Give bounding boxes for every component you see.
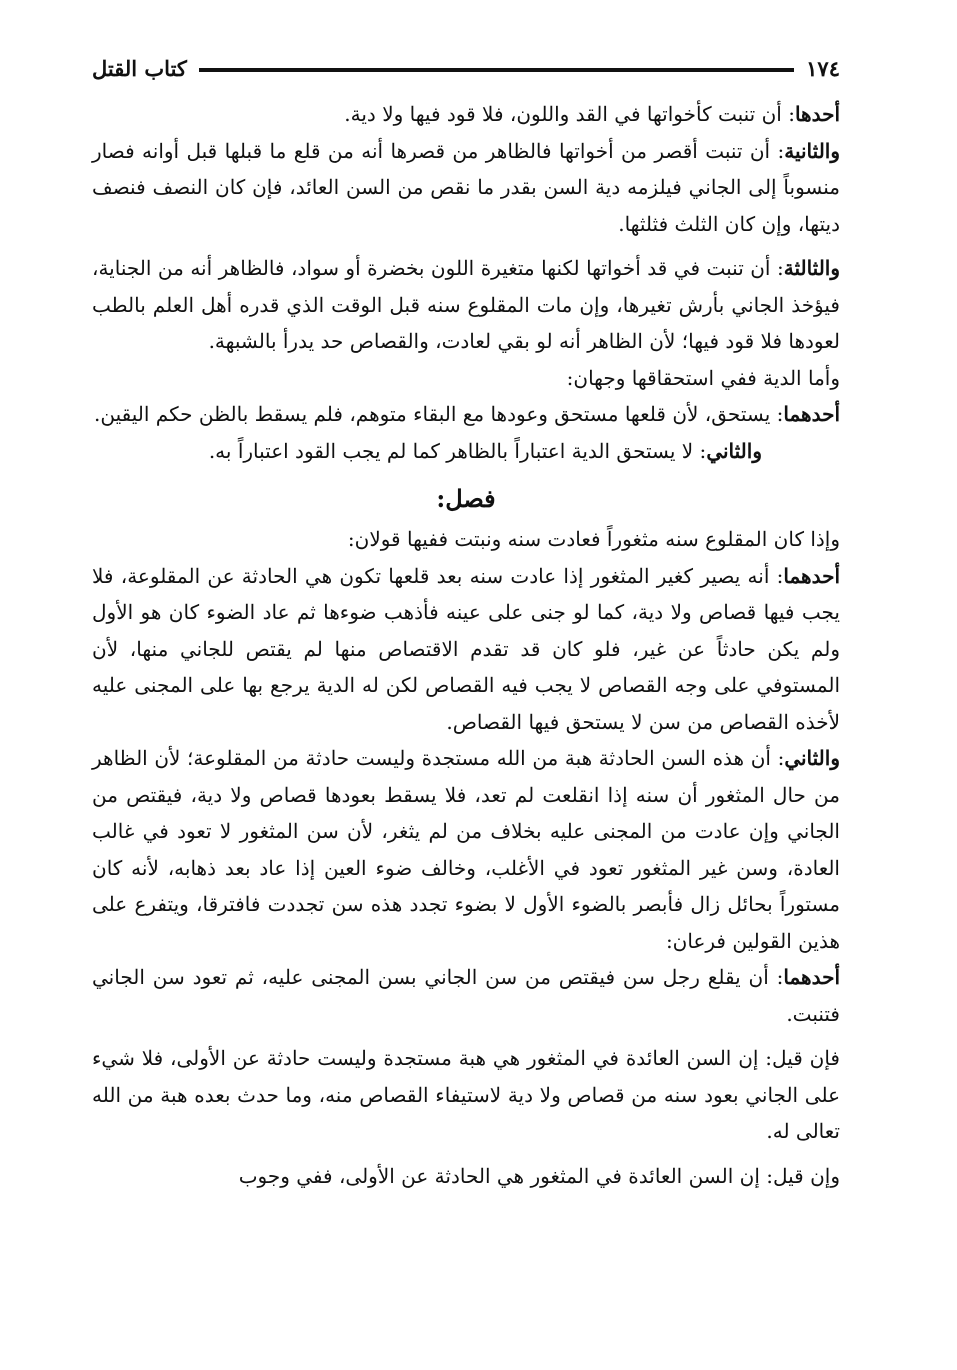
- paragraph-lead: أحدهما: [783, 563, 840, 588]
- book-title: كتاب القتل: [92, 55, 187, 81]
- paragraph-1: [92, 96, 840, 133]
- paragraph-text: : أنه يصير كغير المثغور إذا عادت سنه بعد قلعها تكون هي الحادثة عن المقلوعة، فلا يجب فيها قصاص ولا دية، كما لو جنى على عينه فأذهب ضوءها ثم عاد الضوء كان هو الأول ولم يكن حادثاً عن غير، فلو كان قد تقدم الاقتصاص منها لم يقتص للجاني منها، لأن المستوفي على وجه القصاص لا يجب فيه القصاص لكن له الدية يرجع بها على المجنى عليه لأخذه القصاص من سن لا يستحق فيها القصاص.: [92, 563, 840, 734]
- paragraph-text: وإن قيل: إن السن العائدة في المثغور هي الحادثة عن الأولى، ففي وجوب: [238, 1163, 840, 1188]
- paragraph-text: : أن تنبت في قد أخواتها لكنها متغيرة اللون بخضرة أو سواد، فالظاهر أنه من الجناية، فيؤخذ الجاني بأرش تغيرها، وإن مات المقلوع سنه قبل الوقت الذي قدره أهل العلم بالطب لعودها فلا قود فيها؛ لأن الظاهر أنه لو بقي لعادت، والقصاص حد يدرأ بالشبهة.: [92, 256, 840, 353]
- paragraph-lead: أحدها: [794, 102, 840, 126]
- paragraph-text: وأما الدية ففي استحقاقها وجهان:: [566, 365, 840, 390]
- paragraph-2: [92, 133, 840, 243]
- document-page: [92, 48, 840, 1194]
- paragraph-text: : أن تنبت أقصر من أخواتها فالظاهر من قصرها أنه من قلع ما قبلها قبل أوانه فصار منسوباً إلى الجاني فيلزمه دية السن بقدر ما نقص من السن العائد، فإن كان النصف فنصف ديتها، وإن كان الثلث فثلثها.: [92, 138, 840, 236]
- paragraph-lead: والثالثة: [783, 256, 841, 280]
- paragraph-text: فإن قيل: إن السن العائدة في المثغور هي هبة مستجدة وليست حادثة عن الأولى، فلا شيء على الجاني بعود سنه من قصاص ولا دية لاستيفاء القصاص منه، وما حدث بعده هبة من الله تعالى له.: [92, 1046, 840, 1143]
- paragraph-text: : أن هذه السن الحادثة هبة من الله مستجدة وليست حادثة من المقلوعة؛ لأن الظاهر من حال المثغور أن سنه إذا انقلعت لم تعد، فلا يسقط بعودها قصاص ولا دية، فيقتص من الجاني وإن عادت من المجنى عليه بخلاف من لم يثغر، لأن سن المثغور لا تعود في غالب العادة، وسن غير المثغور تعود في الأغلب، وخالف ضوء العين إذا عاد بعد ذهابه، لأنه كان مستوراً بحائل زال فأبصر بالضوء الأول لا بضوء تجدد هذه سن تجددت فافترقا، ويتفرع على هذين القولين فرعان:: [92, 746, 840, 953]
- paragraph-3: [92, 250, 840, 360]
- paragraph-text: وإذا كان المقلوع سنه مثغوراً فعادت سنه ونبتت ففيها قولان:: [347, 527, 840, 551]
- paragraph-lead: والثانية: [784, 138, 840, 163]
- paragraph-lead: والثاني: [706, 438, 762, 463]
- paragraph-6: [92, 433, 840, 470]
- paragraph-lead: أحدهما: [783, 965, 840, 989]
- paragraph-10: [92, 959, 840, 1032]
- page-number: ١٧٤: [806, 55, 840, 81]
- paragraph-text: : أن تنبت كأخواتها في القد واللون، فلا قود فيها ولا دية.: [344, 102, 795, 126]
- header-rule: [199, 68, 794, 72]
- paragraph-4: [92, 360, 840, 397]
- paragraph-lead: أحدهما: [783, 402, 840, 426]
- section-heading: فصل:: [436, 484, 496, 513]
- paragraph-11: [92, 1040, 840, 1150]
- paragraph-8: [92, 558, 840, 741]
- paragraph-lead: والثاني: [784, 746, 840, 770]
- paragraph-7: [92, 521, 840, 558]
- paragraph-5: [92, 396, 840, 433]
- page-header: [92, 48, 840, 88]
- paragraph-text: : لا يستحق الدية اعتباراً بالظاهر كما لم يجب القود اعتباراً به.: [208, 438, 707, 463]
- paragraph-9: [92, 740, 840, 959]
- paragraph-text: : أن يقلع رجل سن فيقتص من سن الجاني بسن المجنى عليه، ثم تعود سن الجاني فتنبت.: [92, 965, 840, 1026]
- paragraph-text: : يستحق، لأن قلعها مستحق وعودها مع البقاء متوهم، فلم يسقط بالظن حكم اليقين.: [94, 402, 784, 426]
- paragraph-12: [92, 1158, 840, 1195]
